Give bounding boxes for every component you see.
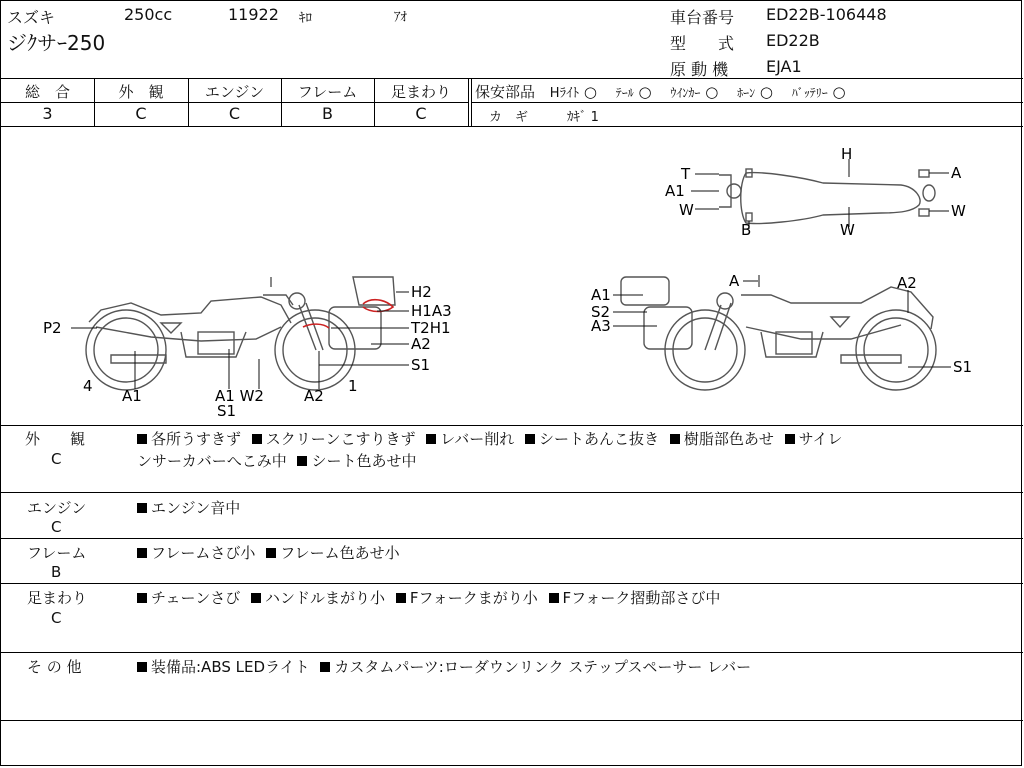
label-s1-left: S1 [411,356,431,374]
remark-other-items [137,656,751,677]
motorcycle-top-view [719,169,935,224]
status-battery: ○ [832,83,846,101]
overall-grade: 3 [42,104,53,123]
safety-item-winker: ｳｲﾝｶｰ [670,86,701,100]
remark-frame-items [137,542,400,563]
exterior-item-6-cont: ンサーカバーへこみ中 [137,452,287,470]
remark-suspension-label: 足まわり [27,589,88,607]
bullet-icon [252,434,262,444]
left-view-labels [43,283,452,420]
suspension-label: 足まわり [390,83,451,101]
frame-no: ED22B-106448 [766,5,887,24]
exterior-item-3: レバー削れ [440,430,515,448]
label-h1a3: H1A3 [411,302,452,320]
key-label: カ ギ [489,110,529,125]
bullet-icon [396,593,406,603]
remark-exterior-grade: C [51,450,62,468]
label-a3: A3 [591,317,611,335]
safety-item-headlight: Hﾗｲﾄ [549,86,580,101]
status-tail: ○ [638,83,652,101]
bullet-icon [320,662,330,672]
model-type-label: 型 式 [670,34,735,53]
exterior-item-5: 樹脂部色あせ [683,430,774,448]
engine-grade: C [228,104,241,123]
remark-engine-label: エンジン [27,499,87,517]
engine-type: EJA1 [766,57,802,76]
bullet-icon [785,434,795,444]
bullet-icon [670,434,680,444]
bullet-icon [525,434,535,444]
overall-label: 総 合 [24,83,70,101]
label-w-right: W [951,202,966,220]
label-s1-right: S1 [953,358,973,376]
maker: スズキ [7,8,56,27]
top-view-labels [665,145,966,239]
displacement: 250cc [124,5,173,24]
remark-frame-grade: B [51,563,62,581]
label-h: H [841,145,853,163]
motorcycle-right-view [621,275,936,390]
leader-lines-top [691,159,949,229]
divider-remarks-top [1,425,1023,426]
safety-item-horn: ﾎｰﾝ [737,86,756,100]
bullet-icon [137,434,147,444]
label-t2h1: T2H1 [411,319,451,337]
label-a1-right: A1 [591,286,611,304]
frame-no-label: 車台番号 [670,8,735,27]
exterior-item-4: シートあんこ抜き [539,430,660,448]
frame-grade: B [322,104,333,123]
suspension-item-3: Fフォークまがり小 [409,589,538,607]
divider-remarks-1 [1,492,1023,493]
divider-remarks-4 [1,652,1023,653]
label-w-top: W [679,201,694,219]
label-t: T [681,165,691,183]
label-w-center: W [840,221,855,239]
motorcycle-left-view [86,277,395,390]
remark-other-label: そ の 他 [27,658,82,676]
label-s2: S2 [591,303,611,321]
exterior-item-1: 各所うすきず [151,430,242,448]
label-a2-left: A2 [411,335,431,353]
frame-item-1: フレームさび小 [151,544,256,562]
bullet-icon [137,662,147,672]
label-s1-bottom: S1 [217,402,237,420]
exterior-grade: C [135,104,147,123]
remark-engine-items [137,497,240,518]
status-horn: ○ [759,83,773,101]
suspension-item-4: Fフォーク摺動部さび中 [562,589,721,607]
label-1: 1 [348,377,358,395]
label-h2: H2 [411,283,432,301]
label-b: B [741,221,752,239]
bullet-icon [426,434,436,444]
divider-grade-mid [1,102,469,103]
suspension-grade: C [415,104,427,123]
bullet-icon [266,548,276,558]
mileage: 11922 [228,5,279,24]
engine-item-1: エンジン音中 [151,499,241,517]
safety-label: 保安部品 [475,83,536,101]
exterior-item-2: スクリーンこすりきず [265,430,416,448]
remark-exterior-label: 外 観 [25,430,86,448]
remark-exterior-line2 [137,450,417,471]
safety-parts-row [475,81,846,102]
label-4: 4 [83,377,93,395]
remark-engine-grade: C [51,518,62,536]
divider-remarks-3 [1,583,1023,584]
divider-remarks-5 [1,720,1023,721]
label-a-right: A [729,272,740,290]
mileage-unit: ｷﾛ [299,11,312,26]
exterior-label: 外 観 [118,83,164,101]
bullet-icon [137,503,147,513]
status-winker: ○ [705,83,719,101]
label-a1-w2: A1 W2 [215,387,264,405]
frame-item-2: フレーム色あせ小 [280,544,400,562]
remark-exterior-line1 [137,428,843,449]
label-a1-left: A1 [122,387,142,405]
other-item-2: カスタムパーツ:ローダウンリンク ステップスペーサー レバー [334,658,752,676]
bullet-icon [137,548,147,558]
remark-frame-label: フレーム [27,544,87,562]
suspension-item-2: ハンドルまがり小 [265,589,386,607]
divider-safety [471,102,1023,103]
damage-diagram [1,127,1023,425]
damage-marks [303,300,393,328]
bullet-icon [297,456,307,466]
other-item-1: 装備品:ABS LEDライト [151,658,310,676]
label-a2-bottom: A2 [304,387,324,405]
model-type: ED22B [766,31,820,50]
label-a-top: A [951,164,962,182]
remark-suspension-items [137,587,720,608]
color-name: ｱｵ [394,10,407,25]
frame-label: フレーム [297,83,358,101]
exterior-item-7: シート色あせ中 [311,452,417,470]
model-name: ジｸサｰ250 [7,31,106,55]
bullet-icon [137,593,147,603]
engine-type-label: 原 動 機 [670,60,729,79]
label-a1-top: A1 [665,182,685,200]
key-value: ｶｷﾞ 1 [567,110,599,125]
label-p2: P2 [43,319,62,337]
remark-suspension-grade: C [51,609,62,627]
safety-item-battery: ﾊﾞｯﾃﾘｰ [791,86,828,100]
safety-item-tail: ﾃｰﾙ [615,86,634,100]
bullet-icon [549,593,559,603]
divider-header [1,78,1023,79]
divider-remarks-2 [1,538,1023,539]
label-a2-right: A2 [897,274,917,292]
exterior-item-6: サイレ [798,430,843,448]
engine-label: エンジン [204,83,265,101]
status-headlight: ○ [583,83,597,101]
grade-divider-5 [468,78,469,126]
bullet-icon [251,593,261,603]
suspension-item-1: チェーンさび [151,589,241,607]
